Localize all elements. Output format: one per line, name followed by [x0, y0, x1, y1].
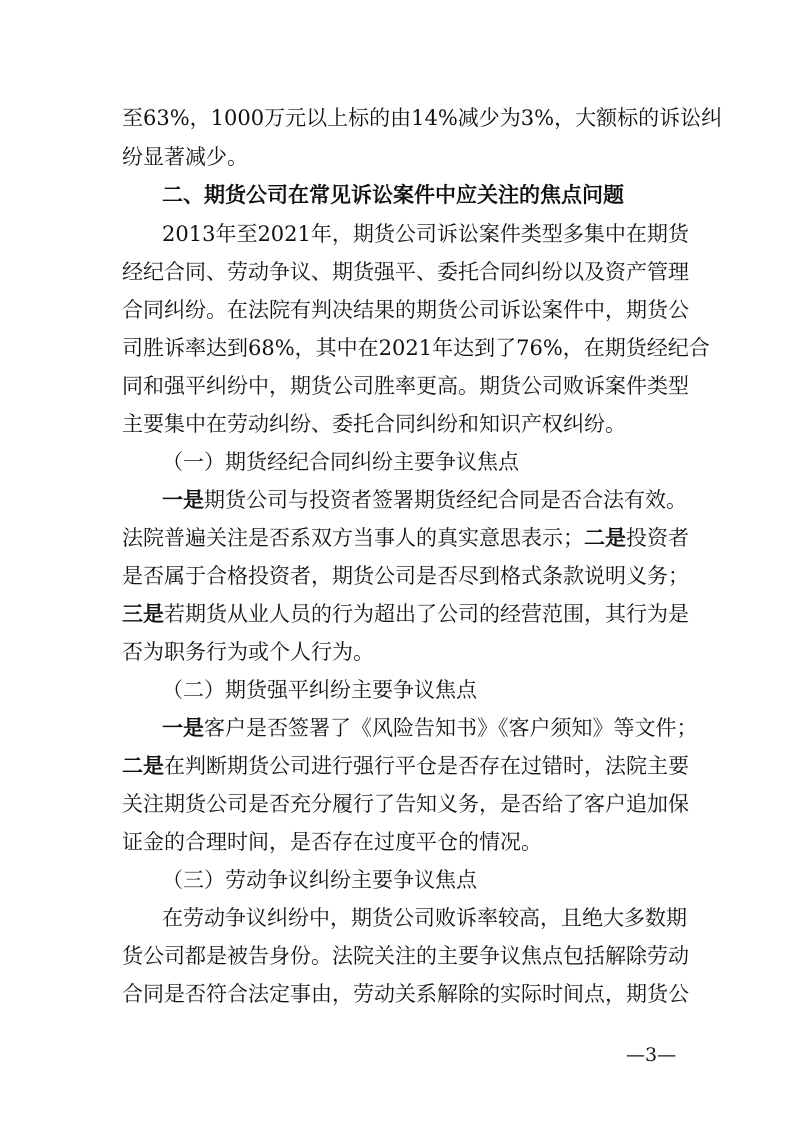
text-span: 客户是否签署了《风险告知书》《客户须知》等文件； [204, 716, 698, 740]
bold-lead: 二是 [584, 526, 626, 550]
bold-lead: 一是 [162, 716, 204, 740]
text-line: 货公司都是被告身份。法院关注的主要争议焦点包括解除劳动 [122, 944, 689, 968]
text-span: 法院普遍关注是否系双方当事人的真实意思表示； [122, 526, 584, 550]
bold-lead: 三是 [122, 602, 164, 626]
text-line: 合同是否符合法定事由，劳动关系解除的实际时间点，期货公 [122, 982, 689, 1006]
bold-lead: 一是 [162, 488, 204, 512]
text-line [162, 488, 687, 512]
text-line: 证金的合理时间，是否存在过度平仓的情况。 [122, 830, 542, 854]
text-span: 期货公司与投资者签署期货经纪合同是否合法有效。 [204, 488, 687, 512]
text-line: 关注期货公司是否充分履行了告知义务，是否给了客户追加保 [122, 792, 689, 816]
text-line [122, 754, 689, 778]
text-span: 投资者 [626, 526, 689, 550]
text-line: 否为职务行为或个人行为。 [122, 640, 374, 664]
text-span: 在判断期货公司进行强行平仓是否存在过错时，法院主要 [164, 754, 689, 778]
text-span: 若期货从业人员的行为超出了公司的经营范围，其行为是 [164, 602, 689, 626]
text-line: 同和强平纠纷中，期货公司胜率更高。期货公司败诉案件类型 [122, 374, 689, 398]
subsection-heading: （三）劳动争议纠纷主要争议焦点 [162, 868, 477, 892]
text-line: 经纪合同、劳动争议、期货强平、委托合同纠纷以及资产管理 [122, 260, 689, 284]
text-line [162, 716, 698, 740]
text-line: 主要集中在劳动纠纷、委托合同纠纷和知识产权纠纷。 [122, 412, 626, 436]
text-line: 合同纠纷。在法院有判决结果的期货公司诉讼案件中，期货公 [122, 298, 689, 322]
text-line: 是否属于合格投资者，期货公司是否尽到格式条款说明义务； [122, 564, 689, 588]
text-line: 纷显著减少。 [122, 145, 248, 169]
subsection-heading: （二）期货强平纠纷主要争议焦点 [162, 678, 477, 702]
text-line: 司胜诉率达到68%，其中在2021年达到了76%，在期货经纪合 [122, 336, 710, 360]
text-line [122, 602, 689, 626]
page-number: —3— [626, 1044, 677, 1066]
section-heading: 二、期货公司在常见诉讼案件中应关注的焦点问题 [162, 183, 624, 207]
text-line: 在劳动争议纠纷中，期货公司败诉率较高，且绝大多数期 [162, 906, 687, 930]
text-line: 2013年至2021年，期货公司诉讼案件类型多集中在期货 [162, 222, 689, 246]
subsection-heading: （一）期货经纪合同纠纷主要争议焦点 [162, 450, 519, 474]
text-line [122, 526, 689, 550]
bold-lead: 二是 [122, 754, 164, 778]
text-line: 至63%，1000万元以上标的由14%减少为3%，大额标的诉讼纠 [122, 106, 723, 130]
